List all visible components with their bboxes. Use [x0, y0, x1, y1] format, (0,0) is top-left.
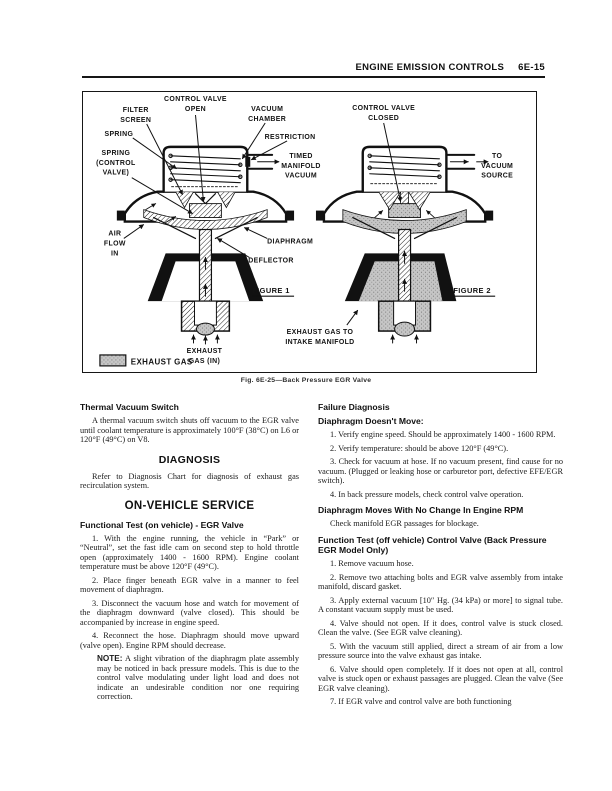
label-control-valve-open-2: OPEN [184, 106, 207, 114]
label-spring-control-valve-3: VALVE) [102, 169, 130, 177]
figure-caption: Fig. 6E-25—Back Pressure EGR Valve [240, 377, 372, 384]
label-spring: SPRING [104, 130, 134, 138]
figure2-caption: FIGURE 2 [453, 286, 491, 296]
label-exhaust-gas-in-2: GAS (IN) [188, 357, 221, 365]
label-filter-screen: FILTER [122, 107, 149, 115]
header-title: ENGINE EMISSION CONTROLS [355, 62, 505, 73]
note-paragraph [97, 654, 299, 702]
header-rule [82, 76, 545, 78]
label-filter-screen-2: SCREEN [120, 116, 152, 124]
label-diaphragm: DIAPHRAGM [267, 238, 314, 246]
label-spring-control-valve: SPRING [101, 149, 131, 157]
paragraph: 4. Valve should not open. If it does, control valve is stuck closed. Clean the valve. (See EGR valve cleaning). [318, 618, 563, 638]
paragraph: 2. Verify temperature: should be above 120°F (49°C). [330, 443, 509, 453]
figure1-caption: FIGURE 1 [252, 286, 290, 296]
paragraph: 4. Reconnect the hose. Diaphragm should move upward (valve open). Engine RPM should decrease. [80, 631, 299, 650]
heading-function-test-off-vehicle: Function Test (off vehicle) Control Valve (Back Pressure EGR Model Only) [318, 534, 547, 556]
paragraph: Refer to Diagnosis Chart for diagnosis of exhaust gas recirculation system. [80, 471, 299, 491]
paragraph: 1. Verify engine speed. Should be approximately 1400 - 1600 RPM. [330, 430, 556, 440]
legend-exhaust-gas-swatch [100, 355, 126, 366]
paragraph: 2. Remove two attaching bolts and EGR valve assembly from intake manifold, discard gasket. [318, 572, 563, 592]
label-control-valve-closed-2: CLOSED [368, 114, 400, 122]
paragraph: Check manifold EGR passages for blockage. [330, 519, 479, 529]
paragraph: 4. In back pressure models, check control valve operation. [330, 489, 524, 499]
label-exhaust-gas-to-intake: EXHAUST GAS TO [286, 329, 354, 337]
label-air-flow-in-3: IN [111, 250, 119, 258]
label-vacuum-chamber-2: CHAMBER [248, 115, 287, 123]
paragraph: 1. Remove vacuum hose. [330, 559, 414, 569]
header-page-number: 6E-15 [518, 62, 545, 73]
page-header [355, 62, 545, 73]
egr-valve-diagram [83, 92, 533, 369]
paragraph: 3. Check for vacuum at hose. If no vacuum present, find cause for no vacuum. (Plugged or leaking hose or carburetor port, defective EFE/EGR switch). [318, 457, 563, 486]
heading-diagnosis: DIAGNOSIS [158, 453, 221, 466]
heading-on-vehicle-service: ON-VEHICLE SERVICE [124, 499, 255, 512]
label-to-vacuum-source-3: SOURCE [481, 172, 514, 180]
figure2-valve-drawing [316, 147, 493, 343]
right-column [318, 402, 563, 711]
heading-diaphragm-doesnt-move: Diaphragm Doesn't Move: [318, 416, 424, 427]
figure-box [82, 91, 537, 373]
paragraph: 3. Disconnect the vacuum hose and watch for movement of the diaphragm downward (valve closed). This should be accompanied by increase in engine speed. [80, 598, 299, 627]
label-timed-manifold-vacuum: TIMED [289, 152, 313, 160]
paragraph: 1. With the engine running, the vehicle in “Park” or “Neutral”, set the fast idle cam on second step to hold throttle open (approximately 1400 - 1600 RPM). Engine coolant temperature must be above 120°F (49°C). [80, 533, 299, 572]
note-label: NOTE: [97, 654, 123, 664]
paragraph: 3. Apply external vacuum [10″ Hg. (34 kPa) or more] to signal tube. A constant vacuum supply must be used. [318, 595, 563, 615]
paragraph: A thermal vacuum switch shuts off vacuum to the EGR valve until coolant temperature is approximately 100°F (38°C) on L6 or 120°F (49°C) on V8. [80, 416, 299, 445]
label-air-flow-in: AIR [108, 230, 122, 238]
label-exhaust-gas-to-intake-2: INTAKE MANIFOLD [285, 338, 355, 346]
heading-functional-test: Functional Test (on vehicle) - EGR Valve [80, 519, 244, 530]
label-exhaust-gas-in: EXHAUST [186, 347, 223, 355]
label-control-valve-closed: CONTROL VALVE [352, 105, 416, 113]
left-column [80, 402, 299, 706]
paragraph: 5. With the vacuum still applied, direct a stream of air from a low pressure source into the valve exhaust gas intake. [318, 641, 563, 661]
note-text: A slight vibration of the diaphragm plate assembly may be noticed in back pressure models. This is due to the control valve modulating under light load and does not indicate an undesirable condition nor one requiring correction. [97, 654, 299, 702]
label-timed-manifold-vacuum-3: VACUUM [284, 172, 318, 180]
paragraph: 7. If EGR valve and control valve are both functioning [330, 697, 512, 707]
legend-exhaust-gas-label: EXHAUST GAS [130, 357, 193, 367]
paragraph: 6. Valve should open completely. If it does not open at all, control valve is stuck open or exhaust passages are plugged. Clean the valve (See EGR valve cleaning). [318, 664, 563, 693]
label-timed-manifold-vacuum-2: MANIFOLD [281, 162, 321, 170]
paragraph: 2. Place finger beneath EGR valve in a manner to feel movement of diaphragm. [80, 575, 299, 595]
heading-diaphragm-moves-no-change: Diaphragm Moves With No Change In Engine RPM [318, 505, 524, 516]
label-spring-control-valve-2: (CONTROL [96, 159, 136, 167]
label-deflector: DEFLECTOR [248, 257, 294, 265]
label-control-valve-open: CONTROL VALVE [164, 96, 227, 104]
label-to-vacuum-source: TO [492, 152, 503, 160]
label-to-vacuum-source-2: VACUUM [481, 162, 514, 170]
heading-failure-diagnosis: Failure Diagnosis [318, 402, 390, 412]
label-restriction: RESTRICTION [264, 133, 316, 141]
heading-thermal-vacuum-switch: Thermal Vacuum Switch [80, 402, 179, 412]
label-vacuum-chamber: VACUUM [251, 106, 284, 114]
label-air-flow-in-2: FLOW [103, 240, 126, 248]
